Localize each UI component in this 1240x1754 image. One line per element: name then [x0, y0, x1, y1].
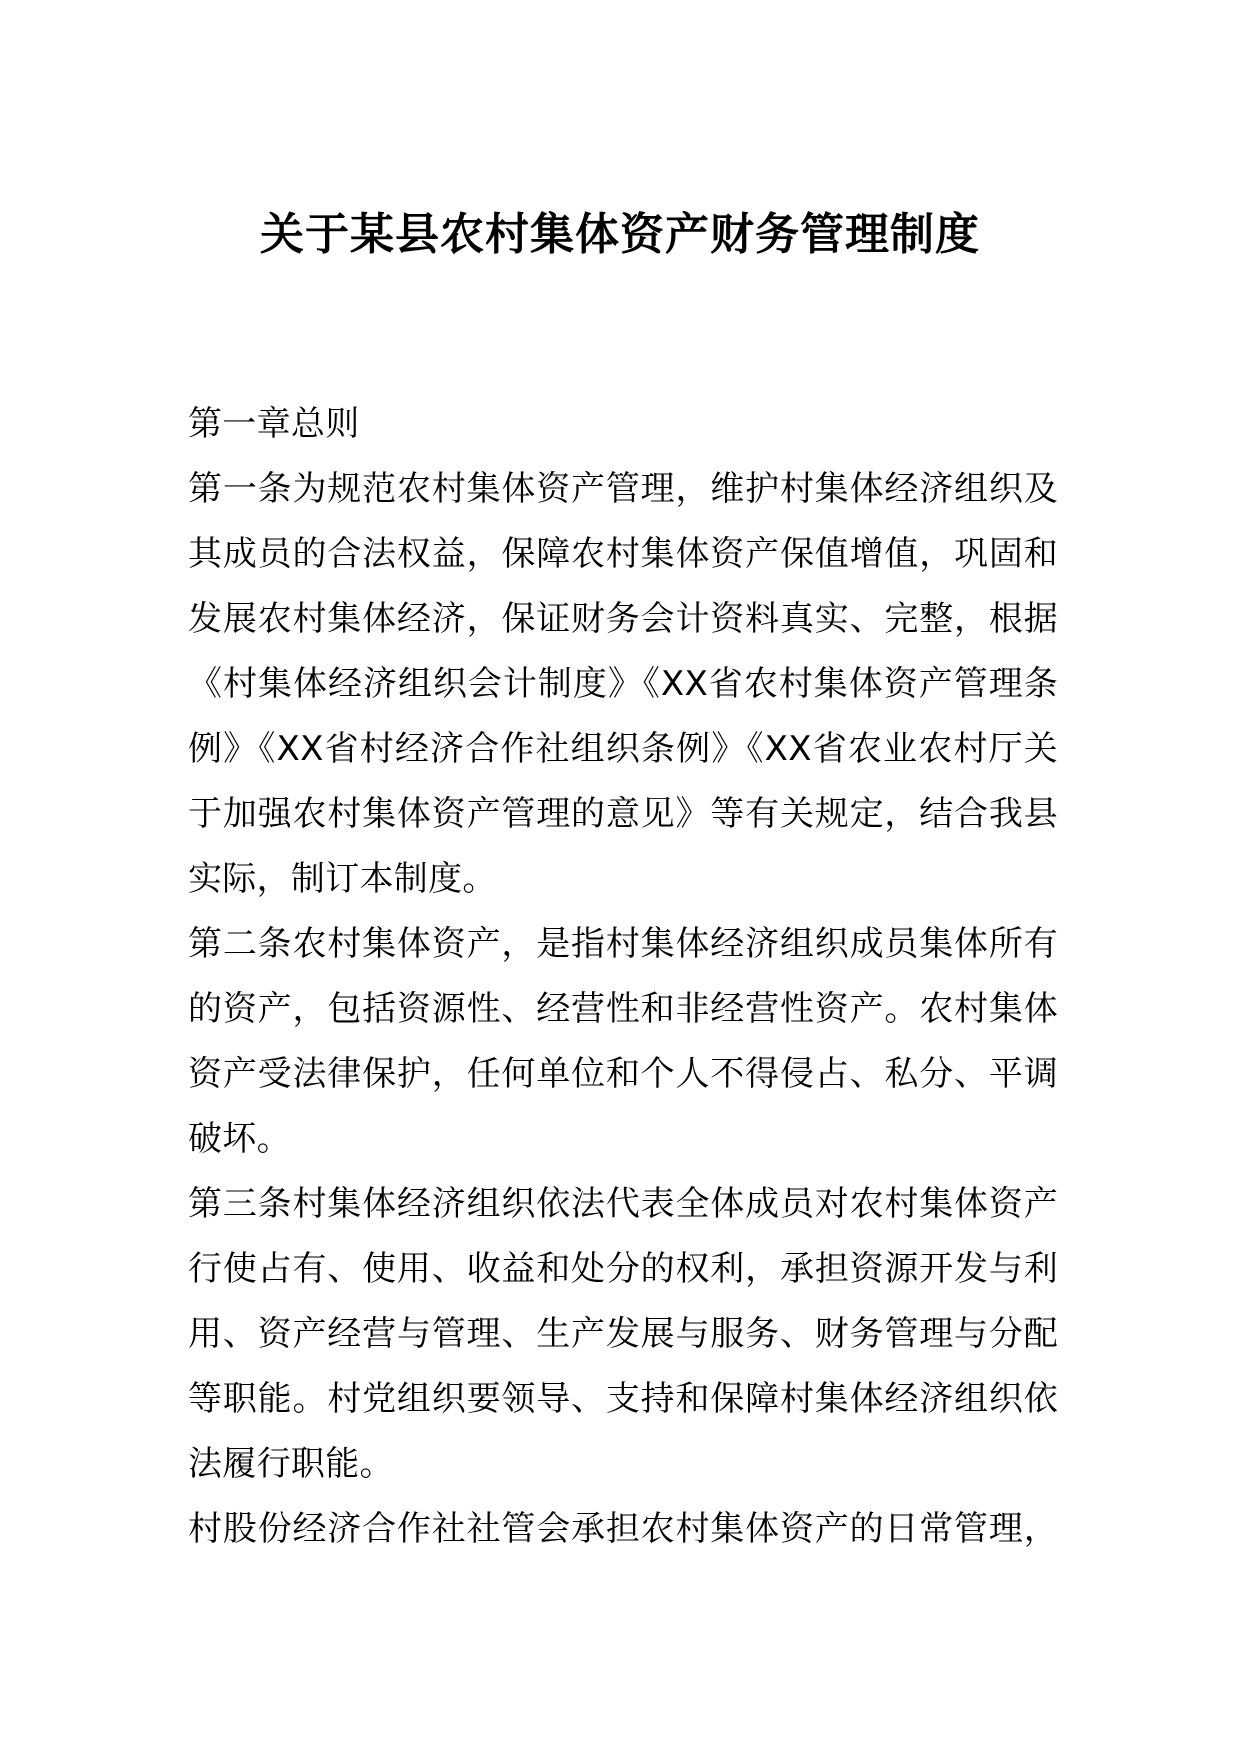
body-line: 其成员的合法权益，保障农村集体资产保值增值，巩固和	[188, 534, 1058, 574]
document-body	[188, 392, 1058, 1562]
document-title: 关于某县农村集体资产财务管理制度	[260, 209, 980, 260]
body-line: 资产受法律保护，任何单位和个人不得侵占、私分、平调	[188, 1054, 1058, 1094]
body-line: 例》《XX省村经济合作社组织条例》《XX省农业农村厅关	[188, 729, 1058, 769]
chapter-heading: 第一章总则	[188, 404, 360, 444]
body-line: 实际，制订本制度。	[188, 859, 497, 899]
body-line: 破坏。	[188, 1119, 291, 1159]
body-line: 行使占有、使用、收益和处分的权利，承担资源开发与利	[188, 1249, 1058, 1289]
body-line: 第二条农村集体资产，是指村集体经济组织成员集体所有	[188, 924, 1058, 964]
body-line: 于加强农村集体资产管理的意见》等有关规定，结合我县	[188, 794, 1058, 834]
body-line: 第一条为规范农村集体资产管理，维护村集体经济组织及	[188, 469, 1058, 509]
body-line: 法履行职能。	[188, 1444, 394, 1484]
body-line: 《村集体经济组织会计制度》《XX省农村集体资产管理条	[188, 664, 1058, 704]
body-line: 村股份经济合作社社管会承担农村集体资产的日常管理，	[188, 1509, 1058, 1549]
body-line: 用、资产经营与管理、生产发展与服务、财务管理与分配	[188, 1314, 1058, 1354]
body-line: 第三条村集体经济组织依法代表全体成员对农村集体资产	[188, 1184, 1058, 1224]
body-line: 发展农村集体经济，保证财务会计资料真实、完整，根据	[188, 599, 1058, 639]
body-line: 等职能。村党组织要领导、支持和保障村集体经济组织依	[188, 1379, 1058, 1419]
body-line: 的资产，包括资源性、经营性和非经营性资产。农村集体	[188, 989, 1058, 1029]
